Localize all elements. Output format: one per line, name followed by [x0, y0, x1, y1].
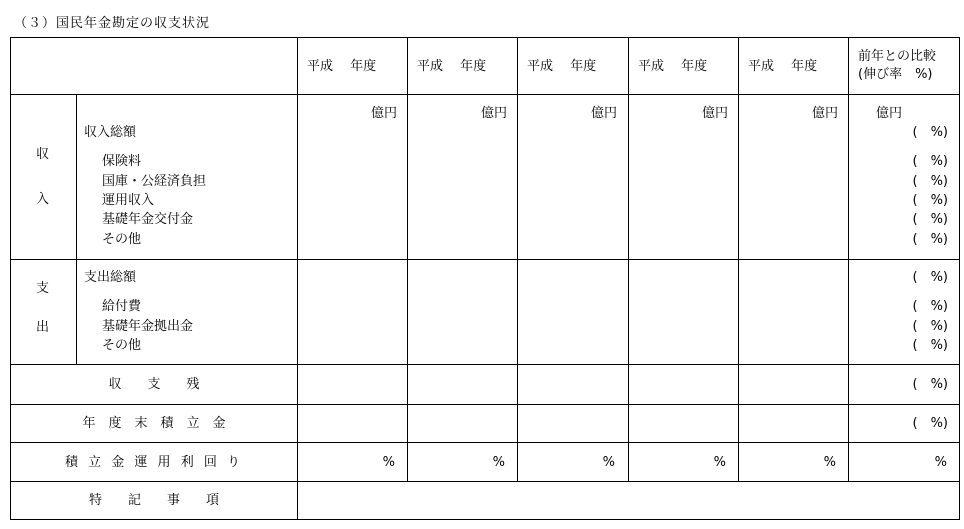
unit-label-year-1: 億円 — [370, 106, 397, 121]
expense-group-char-1: 支 — [36, 281, 50, 296]
income-total-yoy: ( %) — [912, 125, 948, 140]
year-column-divider-2 — [517, 37, 518, 481]
yoy-header-line1: 前年との比較 — [858, 49, 937, 64]
year-header-1: 平成 年度 — [307, 59, 377, 74]
year-column-divider-3 — [628, 37, 629, 481]
year-header-5: 平成 年度 — [748, 59, 818, 74]
year-column-divider-1 — [407, 37, 408, 481]
income-expense-divider — [10, 259, 960, 260]
income-basic-pension-yoy: ( %) — [912, 212, 948, 227]
group-label-divider — [76, 94, 77, 364]
balance-label: 収 支 残 — [108, 377, 200, 392]
header-divider — [10, 94, 960, 95]
table-border-left — [10, 37, 11, 520]
yoy-header-line2: (伸び率 %) — [858, 67, 933, 82]
yield-pct-yoy: % — [934, 455, 947, 470]
unit-label-year-5: 億円 — [811, 106, 838, 121]
unit-label-year-3: 億円 — [590, 106, 617, 121]
income-basic-pension-label: 基礎年金交付金 — [102, 212, 194, 227]
table-border-top — [10, 37, 960, 38]
expense-basic-contribution-yoy: ( %) — [912, 319, 948, 334]
income-group-char-1: 収 — [36, 147, 50, 162]
income-premium-label: 保険料 — [102, 154, 142, 169]
yield-pct-year-3: % — [602, 455, 615, 470]
reserve-label: 年 度 末 積 立 金 — [82, 416, 226, 431]
year-header-2: 平成 年度 — [417, 59, 487, 74]
yoy-column-divider — [848, 37, 849, 481]
income-investment-label: 運用収入 — [102, 193, 155, 208]
balance-yoy: ( %) — [912, 377, 948, 392]
expense-benefit-label: 給付費 — [102, 299, 142, 314]
yield-pct-year-4: % — [713, 455, 726, 470]
balance-reserve-divider — [10, 404, 960, 405]
expense-group-char-2: 出 — [36, 320, 50, 335]
expense-other-label: その他 — [102, 338, 142, 353]
income-premium-yoy: ( %) — [912, 154, 948, 169]
expense-balance-divider — [10, 364, 960, 365]
yield-pct-year-2: % — [492, 455, 505, 470]
yield-label: 積 立 金 運 用 利 回 り — [65, 455, 243, 470]
expense-total-yoy: ( %) — [912, 270, 948, 285]
income-investment-yoy: ( %) — [912, 193, 948, 208]
label-column-divider — [297, 37, 298, 520]
yield-pct-year-1: % — [382, 455, 395, 470]
unit-label-yoy: 億円 — [876, 106, 903, 121]
page-title: （３）国民年金勘定の収支状況 — [14, 16, 211, 31]
income-total-label: 収入総額 — [84, 125, 137, 140]
expense-benefit-yoy: ( %) — [912, 299, 948, 314]
unit-label-year-2: 億円 — [480, 106, 507, 121]
notes-label: 特 記 事 項 — [88, 493, 219, 508]
income-other-label: その他 — [102, 232, 142, 247]
year-column-divider-4 — [738, 37, 739, 481]
table-border-right — [959, 37, 960, 520]
unit-label-year-4: 億円 — [701, 106, 728, 121]
expense-other-yoy: ( %) — [912, 338, 948, 353]
yield-pct-year-5: % — [823, 455, 836, 470]
expense-basic-contribution-label: 基礎年金拠出金 — [102, 319, 194, 334]
income-treasury-yoy: ( %) — [912, 174, 948, 189]
notes-content-cell[interactable] — [298, 482, 959, 519]
income-treasury-label: 国庫・公経済負担 — [102, 174, 207, 189]
year-header-4: 平成 年度 — [638, 59, 708, 74]
expense-total-label: 支出総額 — [84, 270, 137, 285]
reserve-yoy: ( %) — [912, 416, 948, 431]
year-header-3: 平成 年度 — [527, 59, 597, 74]
income-group-char-2: 入 — [36, 192, 50, 207]
table-border-bottom — [10, 519, 960, 520]
reserve-yield-divider — [10, 442, 960, 443]
income-other-yoy: ( %) — [912, 232, 948, 247]
